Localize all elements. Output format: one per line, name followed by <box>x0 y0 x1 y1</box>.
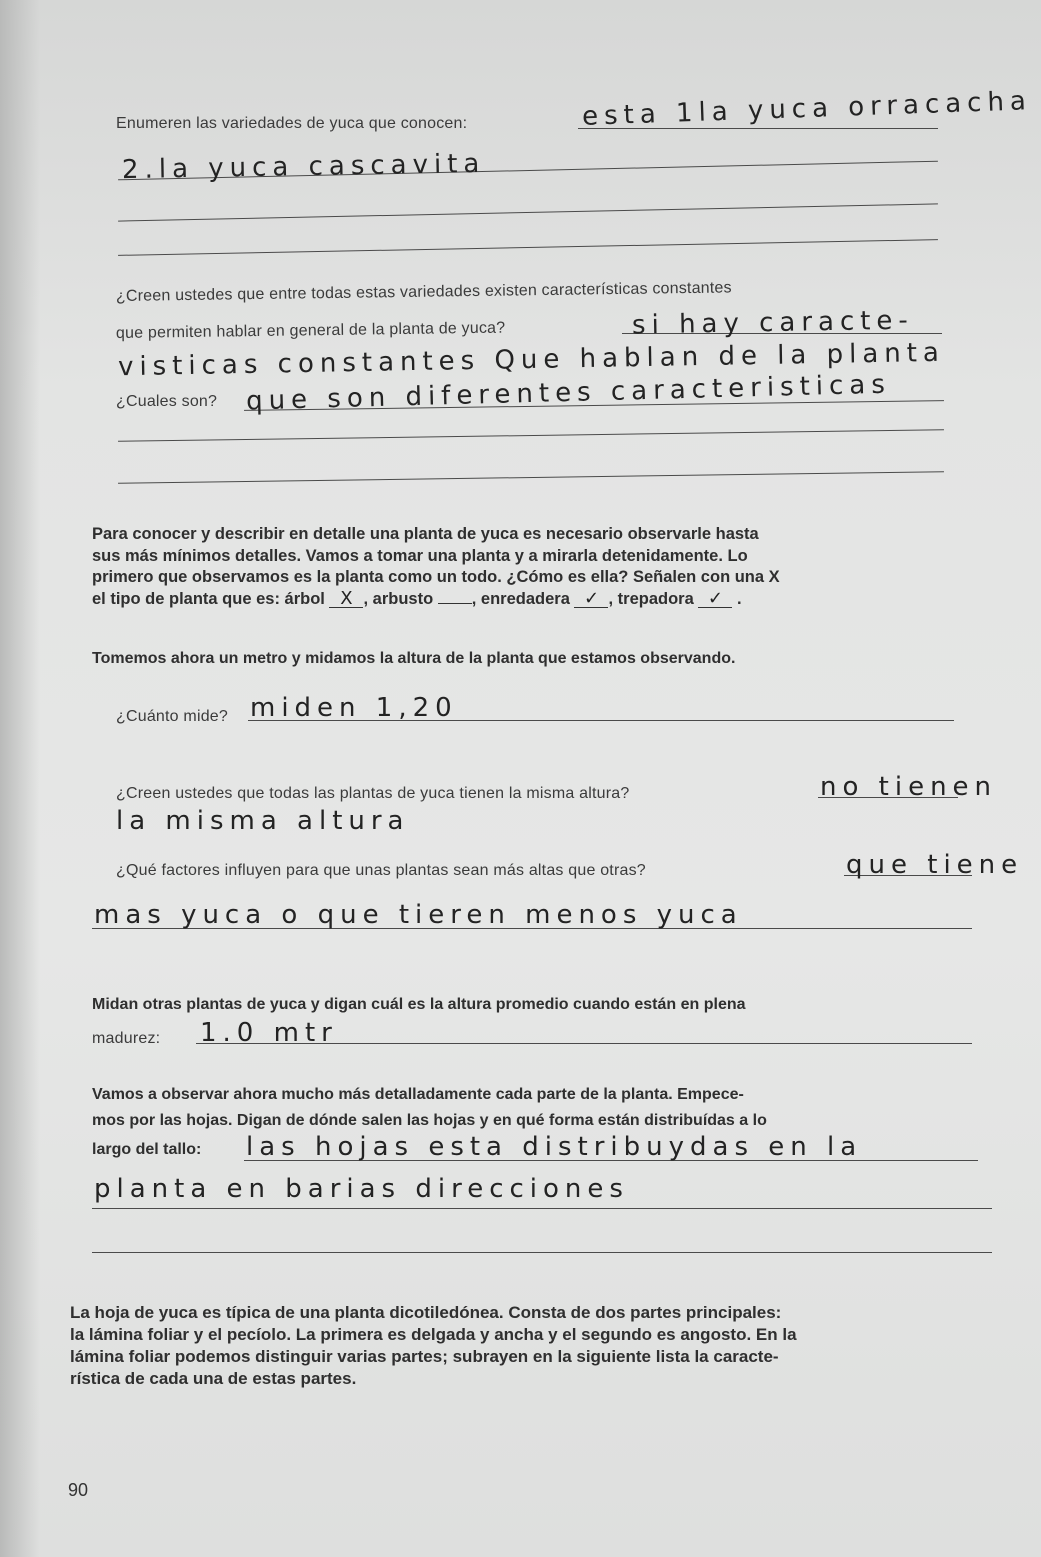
page-shadow <box>0 0 40 1557</box>
cuales-label: ¿Cuales son? <box>116 393 218 410</box>
handwritten-answer: que son diferentes caracteristicas <box>245 369 892 417</box>
handwritten-answer: no tienen <box>820 772 998 802</box>
answer-line <box>92 1208 992 1209</box>
same-height-question: ¿Creen ustedes que todas las plantas de yuca tienen la misma altura? <box>116 785 630 802</box>
leaves-instruction: mos por las hojas. Digan de dónde salen las hojas y en qué forma están distribuídas a lo <box>92 1112 767 1129</box>
handwritten-answer: 1.0 mtr <box>200 1018 338 1048</box>
paragraph-line: sus más mínimos detalles. Vamos a tomar una planta y a mirarla detenidamente. Lo <box>92 546 748 565</box>
handwritten-answer: que tiene <box>846 850 1024 880</box>
paragraph-line: la lámina foliar y el pecíolo. La primera es delgada y ancha y el segundo es angosto. En la <box>70 1325 797 1344</box>
paragraph-line: rística de cada una de estas partes. <box>70 1369 357 1388</box>
answer-line <box>118 429 944 442</box>
average-height-instruction: Midan otras plantas de yuca y digan cuál es la altura promedio cuando están en plena <box>92 996 746 1013</box>
tallo-label: largo del tallo: <box>92 1141 202 1158</box>
page-number: 90 <box>68 1480 89 1500</box>
paragraph-line: lámina foliar podemos distinguir varias partes; subrayen en la siguiente lista la caracte- <box>70 1347 779 1366</box>
handwritten-answer: planta en barias direcciones <box>94 1174 629 1204</box>
answer-line <box>92 1252 992 1253</box>
handwritten-answer: visticas constantes Que hablan de la planta <box>117 337 946 383</box>
handwritten-answer: mas yuca o que tieren menos yuca <box>94 900 743 930</box>
paragraph-line: primero que observamos es la planta como un todo. ¿Cómo es ella? Señalen con una X <box>92 568 780 586</box>
enredadera-label: , enredadera <box>471 589 570 608</box>
answer-line <box>118 203 938 221</box>
madurez-label: madurez: <box>92 1030 161 1047</box>
answer-line <box>118 471 944 484</box>
measure-intro: Tomemos ahora un metro y midamos la altura de la planta que estamos observando. <box>92 650 736 667</box>
answer-line <box>118 239 938 256</box>
leaf-description-paragraph <box>70 1302 1000 1390</box>
handwritten-answer: esta 1la yuca orracacha <box>581 86 1033 132</box>
handwritten-answer: las hojas esta distribuydas en la <box>246 1132 863 1162</box>
handwritten-answer: la misma altura <box>116 806 410 836</box>
leaves-instruction: Vamos a observar ahora mucho más detalladamente cada parte de la planta. Empece- <box>92 1086 744 1103</box>
plant-type-line: el tipo de planta que es: árbol X , arbusto , enredadera ✓ , trepadora ✓ . <box>92 587 742 609</box>
enredadera-checkbox[interactable]: ✓ <box>574 591 608 608</box>
arbusto-label: , arbusto <box>363 589 434 608</box>
plant-type-prefix: el tipo de planta que es: árbol <box>92 589 325 608</box>
arbol-checkbox[interactable]: X <box>329 591 363 608</box>
varieties-question: Enumeren las variedades de yuca que conocen: <box>116 115 468 132</box>
characteristics-question: ¿Creen ustedes que entre todas estas variedades existen características constantes <box>115 279 732 305</box>
handwritten-answer: miden 1,20 <box>250 693 458 723</box>
characteristics-question: que permiten hablar en general de la planta de yuca? <box>115 319 506 342</box>
height-question: ¿Cuánto mide? <box>116 708 228 725</box>
arbusto-checkbox[interactable] <box>438 603 472 604</box>
factors-question: ¿Qué factores influyen para que unas plantas sean más altas que otras? <box>116 862 646 879</box>
paragraph-line: La hoja de yuca es típica de una planta dicotiledónea. Consta de dos partes principales: <box>70 1303 782 1322</box>
paragraph-line: Para conocer y describir en detalle una planta de yuca es necesario observarle hasta <box>92 525 759 543</box>
trepadora-label: , trepadora <box>608 589 694 608</box>
handwritten-answer: 2.la yuca cascavita <box>121 148 486 186</box>
observation-paragraph <box>92 524 992 610</box>
trepadora-checkbox[interactable]: ✓ <box>698 591 732 608</box>
handwritten-answer: si hay caracte- <box>631 305 915 341</box>
